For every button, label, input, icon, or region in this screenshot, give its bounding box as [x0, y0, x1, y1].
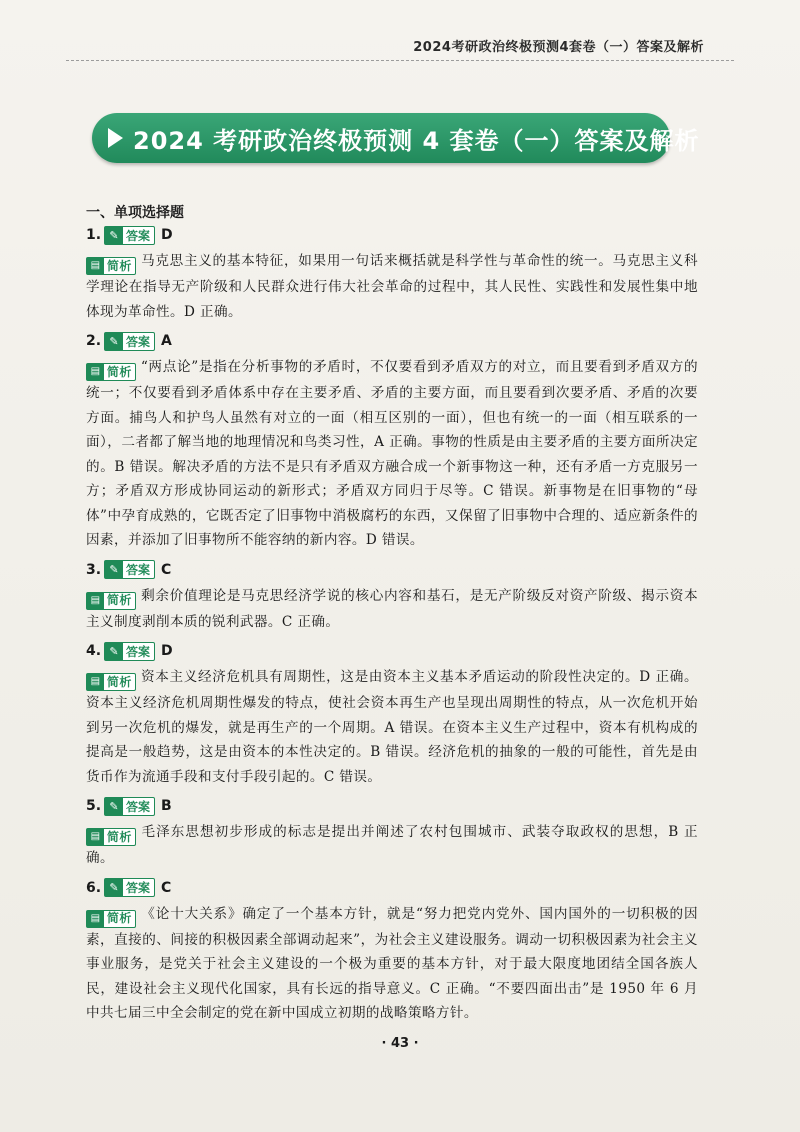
analysis-badge: [86, 257, 136, 275]
analysis-paragraph: [86, 249, 698, 324]
pencil-icon: ✎: [105, 561, 123, 578]
analysis-label: 简析: [107, 829, 132, 844]
answer-badge: [104, 878, 155, 897]
banner-title: 2024 考研政治终极预测 4 套卷（一）答案及解析: [133, 126, 700, 155]
answer-label: 答案: [126, 334, 151, 349]
question-number: 1.: [86, 227, 102, 243]
analysis-text: 资本主义经济危机具有周期性，这是由资本主义基本矛盾运动的阶段性决定的。D 正确。资本主义经济危机周期性爆发的特点，使社会资本再生产也呈现出周期性的特点，从一次危机开始到另一次危机的爆发，就是再生产的一个周期。A 错误。在资本主义生产过程中，资本有机构成的提高是一般趋势，这是由资本的本性决定的。B 错误。经济危机的抽象的一般的可能性，首先是由货币作为流通手段和支付手段引起的。C 错误。: [86, 669, 698, 785]
analysis-text: “两点论”是指在分析事物的矛盾时，不仅要看到矛盾双方的对立，而且要看到矛盾双方的统一；不仅要看到矛盾体系中存在主要矛盾、矛盾的主要方面，而且要看到次要矛盾、矛盾的次要方面。捕鸟人和护鸟人虽然有对立的一面（相互区别的一面），但也有统一的一面（相互联系的一面），二者都了解当地的地理情况和鸟类习性，A 正确。事物的性质是由主要矛盾的主要方面所决定的。B 错误。解决矛盾的方法不是只有矛盾双方融合成一个新事物这一种，还有矛盾一方克服另一方；矛盾双方形成协同运动的新形式；矛盾双方同归于尽等。C 错误。新事物是在旧事物的“母体”中孕育成熟的，它既否定了旧事物中消极腐朽的东西，又保留了旧事物中合理的、适应新条件的因素，并添加了旧事物所不能容纳的新内容。D 错误。: [86, 359, 698, 548]
answer-badge: [104, 560, 155, 579]
analysis-icon: ▤: [87, 258, 104, 274]
question-block: [86, 877, 698, 1026]
answer-line: [86, 795, 698, 817]
question-number: 5.: [86, 798, 102, 814]
answer-label: 答案: [126, 563, 151, 577]
analysis-badge: [86, 910, 136, 928]
analysis-badge: [86, 673, 136, 691]
question-number: 3.: [86, 561, 102, 578]
pencil-icon: ✎: [105, 333, 123, 350]
answer-line: [86, 877, 698, 899]
question-block: [86, 224, 698, 324]
running-head: 2024考研政治终极预测4套卷（一）答案及解析: [413, 40, 704, 55]
analysis-icon: ▤: [87, 911, 104, 927]
qa-list: [86, 224, 698, 1032]
answer-letter: C: [161, 561, 172, 578]
question-number: 2.: [86, 333, 102, 349]
question-block: [86, 330, 698, 553]
answer-label: 答案: [126, 644, 151, 659]
answer-line: [86, 330, 698, 352]
answer-badge: [104, 797, 155, 816]
answer-label: 答案: [126, 881, 151, 895]
title-banner: [92, 113, 700, 163]
analysis-text: 剩余价值理论是马克思经济学说的核心内容和基石，是无产阶级反对资产阶级、揭示资本主义制度剥削本质的锐利武器。C 正确。: [86, 587, 698, 630]
analysis-icon: ▤: [87, 674, 104, 690]
answer-line: [86, 224, 698, 246]
answer-letter: D: [161, 643, 173, 659]
analysis-icon: ▤: [87, 829, 104, 845]
answer-badge: [104, 642, 155, 661]
answer-letter: B: [161, 798, 172, 814]
answer-label: 答案: [126, 228, 151, 243]
answer-letter: C: [161, 879, 172, 896]
analysis-badge: [86, 363, 136, 381]
answer-letter: A: [161, 333, 172, 349]
analysis-text: 马克思主义的基本特征，如果用一句话来概括就是科学性与革命性的统一。马克思主义科学理论在指导无产阶级和人民群众进行伟大社会革命的过程中，其人民性、实践性和发展性集中地体现为革命性。D 正确。: [86, 253, 698, 320]
analysis-label: 简析: [107, 258, 132, 273]
answer-label: 答案: [126, 799, 151, 814]
answer-letter: D: [161, 227, 173, 243]
page-number: · 43 ·: [381, 1036, 419, 1051]
pencil-icon: ✎: [105, 643, 123, 660]
question-block: [86, 640, 698, 789]
question-number: 6.: [86, 879, 102, 896]
analysis-paragraph: [86, 820, 698, 871]
question-number: 4.: [86, 643, 102, 659]
analysis-icon: ▤: [87, 364, 104, 380]
answer-badge: [104, 332, 155, 351]
question-block: [86, 795, 698, 871]
pencil-icon: ✎: [105, 798, 123, 815]
pencil-icon: ✎: [105, 879, 123, 896]
analysis-label: 简析: [107, 911, 132, 926]
analysis-paragraph: [86, 902, 698, 1026]
analysis-icon: ▤: [87, 593, 104, 609]
answer-line: [86, 640, 698, 662]
header-rule: [66, 60, 734, 61]
analysis-text: 毛泽东思想初步形成的标志是提出并阐述了农村包围城市、武装夺取政权的思想，B 正确。: [86, 824, 698, 866]
play-arrow-icon: [108, 128, 123, 148]
question-block: [86, 559, 698, 635]
analysis-text: 《论十大关系》确定了一个基本方针，就是“努力把党内党外、国内国外的一切积极的因素，直接的、间接的积极因素全部调动起来”，为社会主义建设服务。调动一切积极因素为社会主义事业服务，是党关于社会主义建设的一个极为重要的基本方针，对于最大限度地团结全国各族人民，建设社会主义现代化国家，具有长远的指导意义。C 正确。“不要四面出击”是 1950 年 6 月中共七届三中全会制定的党在新中国成立初期的战略策略方针。: [86, 905, 698, 1021]
analysis-paragraph: [86, 584, 698, 635]
answer-line: [86, 559, 698, 581]
answer-badge: [104, 226, 155, 245]
analysis-paragraph: [86, 355, 698, 553]
analysis-badge: [86, 828, 136, 846]
pencil-icon: ✎: [105, 227, 123, 244]
analysis-label: 简析: [107, 364, 132, 379]
analysis-paragraph: [86, 665, 698, 789]
analysis-label: 简析: [107, 593, 132, 608]
analysis-badge: [86, 592, 136, 610]
section-title: 一、单项选择题: [86, 205, 184, 221]
analysis-label: 简析: [107, 674, 132, 689]
